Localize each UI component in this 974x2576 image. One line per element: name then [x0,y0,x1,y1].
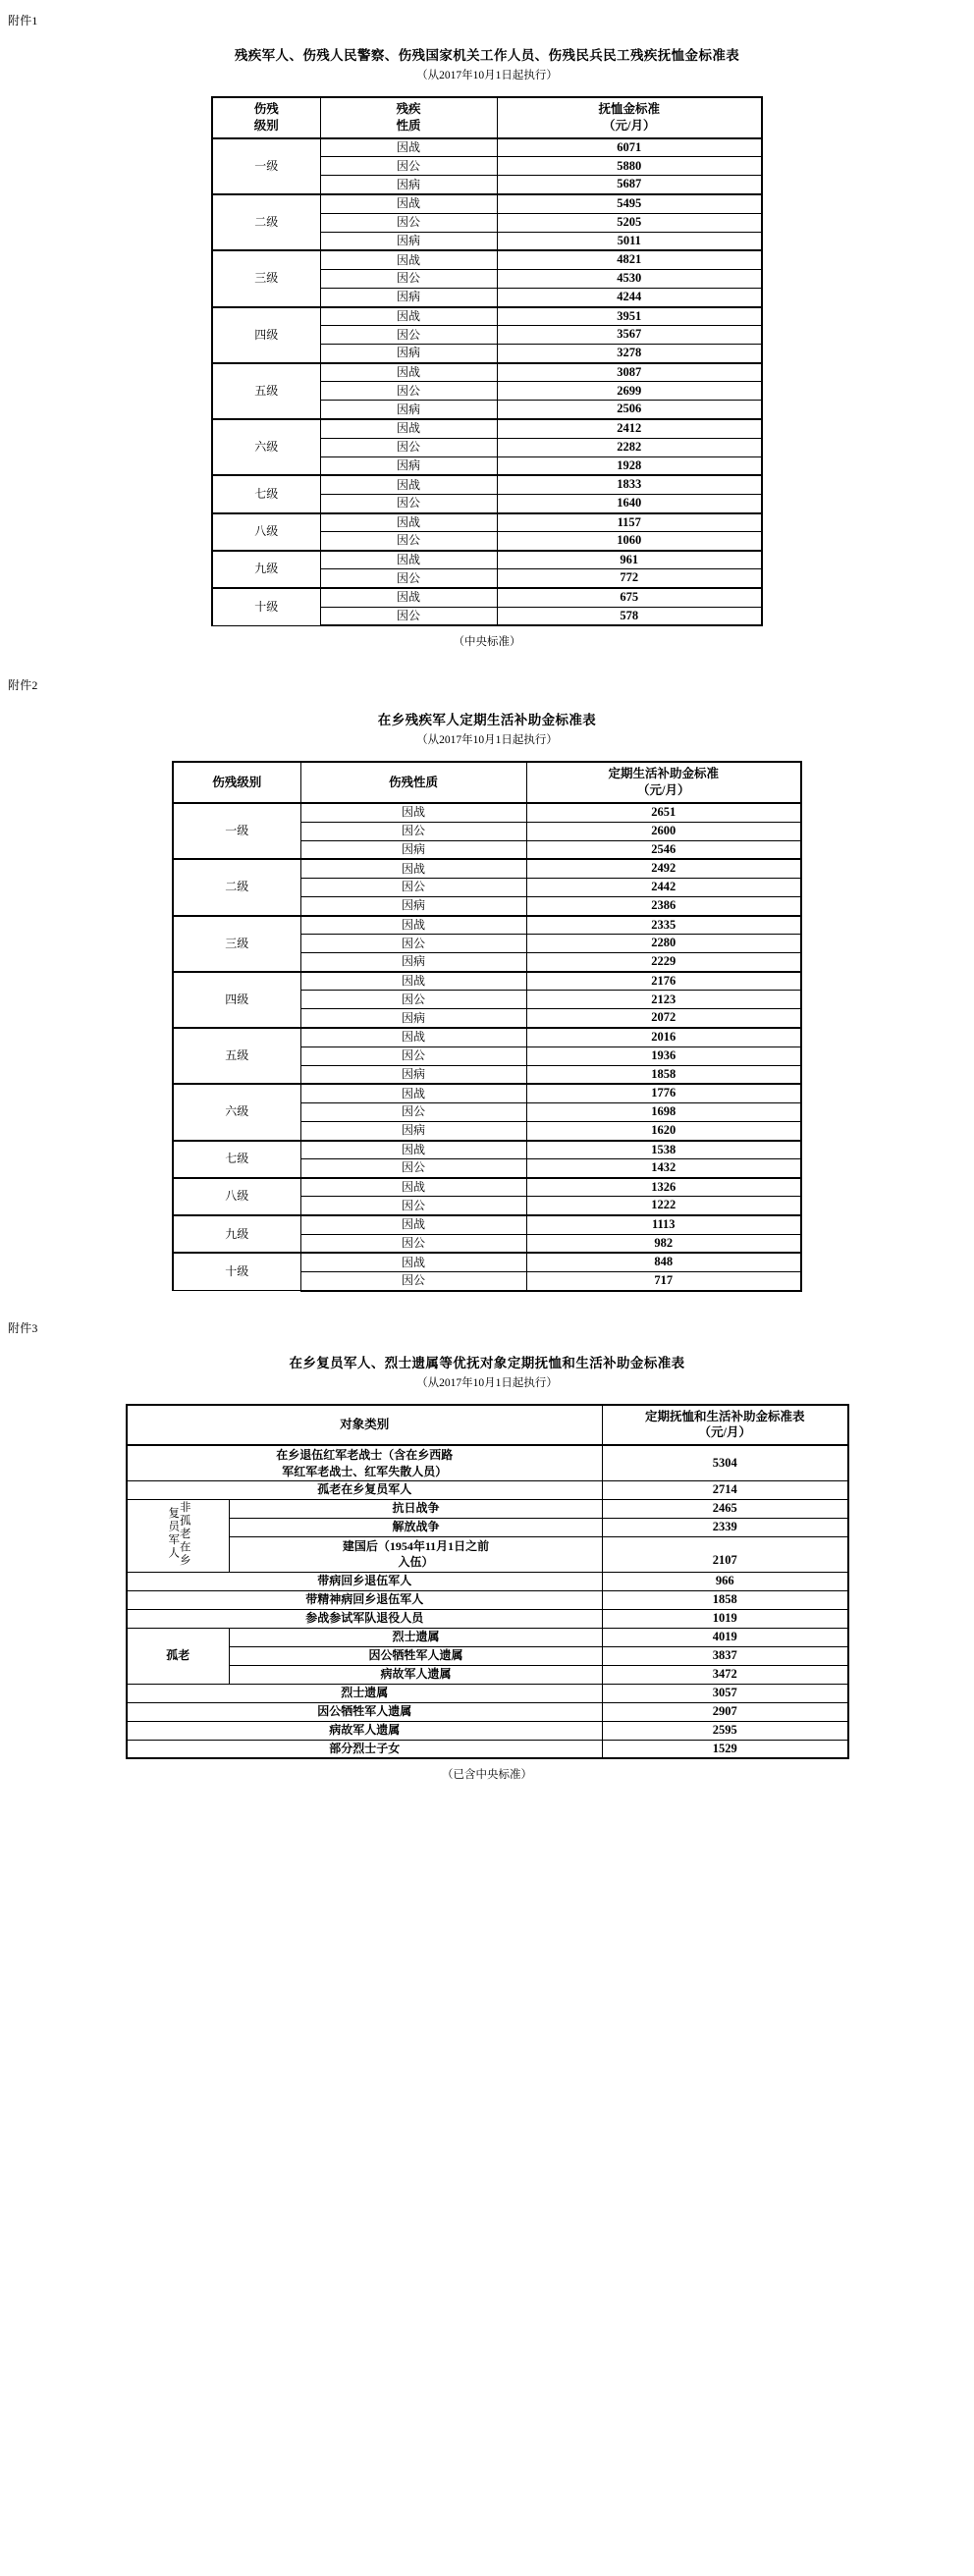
nature-cell: 因公 [320,382,497,401]
nature-cell: 因战 [300,1084,526,1102]
level-label: 二级 [212,194,320,250]
amount-cell: 3087 [497,363,762,382]
table-header-row [127,1405,848,1446]
table-row [173,1253,801,1271]
table-row [127,1609,848,1628]
amount-cell: 3278 [497,345,762,363]
category-cell: 病故军人遗属 [230,1665,603,1684]
amount-cell: 2492 [526,859,801,878]
category-cell: 解放战争 [230,1518,603,1536]
category-cell: 因公牺牲军人遗属 [230,1646,603,1665]
nature-cell: 因公 [320,213,497,232]
table-row [127,1518,848,1536]
nature-cell: 因病 [300,840,526,859]
nature-cell: 因战 [320,551,497,569]
category-cell: 烈士遗属 [230,1628,603,1646]
amount-cell: 1858 [603,1590,848,1609]
header-amount: 定期抚恤和生活补助金标准表 （元/月） [603,1405,848,1446]
amount-cell: 6071 [497,138,762,157]
level-label: 九级 [173,1215,300,1253]
category-cell: 抗日战争 [230,1499,603,1518]
attachment-1-label: 附件1 [8,14,38,27]
amount-cell: 848 [526,1253,801,1271]
level-label: 一级 [212,138,320,194]
nature-cell: 因公 [320,532,497,551]
amount-cell: 4530 [497,269,762,288]
amount-cell: 1060 [497,532,762,551]
amount-cell: 2339 [603,1518,848,1536]
nature-cell: 因战 [320,250,497,269]
table1-title: 残疾军人、伤残人民警察、伤残国家机关工作人员、伤残民兵民工残疾抚恤金标准表 [234,48,740,63]
amount-cell: 961 [497,551,762,569]
non-orphan-veteran-group-label: 非孤老在乡复员军人 [127,1499,230,1572]
level-label: 四级 [173,972,300,1028]
nature-cell: 因战 [320,513,497,532]
nature-cell: 因战 [300,972,526,991]
nature-cell: 因公 [320,438,497,456]
table-row [173,1178,801,1197]
nature-cell: 因公 [300,1046,526,1065]
category-cell: 孤老在乡复员军人 [127,1480,603,1499]
table3-footer: （已含中央标准） [442,1769,532,1782]
table-row [212,307,762,326]
category-cell: 病故军人遗属 [127,1721,603,1740]
amount-cell: 2442 [526,878,801,896]
attachment-3-section [0,1319,974,1783]
amount-cell: 2714 [603,1480,848,1499]
header-amount: 定期生活补助金标准 （元/月） [526,762,801,803]
nature-cell: 因病 [320,345,497,363]
nature-cell: 因病 [300,1065,526,1084]
nature-cell: 因战 [320,194,497,213]
header-amount: 抚恤金标准 （元/月） [497,97,762,138]
table-row [212,250,762,269]
amount-cell: 2176 [526,972,801,991]
level-label: 六级 [173,1084,300,1140]
level-label: 二级 [173,859,300,915]
nature-cell: 因病 [320,456,497,475]
amount-cell: 4019 [603,1628,848,1646]
nature-cell: 因病 [300,953,526,972]
amount-cell: 1529 [603,1740,848,1758]
nature-cell: 因战 [300,1253,526,1271]
attachment-2-section [0,676,974,1291]
table-row [127,1480,848,1499]
nature-cell: 因病 [320,401,497,419]
amount-cell: 3472 [603,1665,848,1684]
table-row [173,1141,801,1159]
level-label: 七级 [173,1141,300,1178]
header-category: 对象类别 [127,1405,603,1446]
level-label: 一级 [173,803,300,859]
nature-cell: 因病 [320,232,497,250]
table-row [127,1628,848,1646]
amount-cell: 1432 [526,1159,801,1178]
amount-cell: 5304 [603,1445,848,1480]
amount-cell: 772 [497,569,762,588]
level-label: 三级 [173,916,300,972]
nature-cell: 因公 [300,1159,526,1178]
category-cell: 带精神病回乡退伍军人 [127,1590,603,1609]
level-label: 三级 [212,250,320,306]
table-row [173,1215,801,1234]
amount-cell: 1326 [526,1178,801,1197]
nature-cell: 因战 [300,1215,526,1234]
nature-cell: 因病 [300,1121,526,1140]
table-row [173,972,801,991]
nature-cell: 因公 [320,269,497,288]
table-row [212,513,762,532]
header-nature: 伤残性质 [300,762,526,803]
amount-cell: 1019 [603,1609,848,1628]
amount-cell: 1698 [526,1102,801,1121]
nature-cell: 因公 [320,157,497,176]
amount-cell: 2412 [497,419,762,438]
table-row [127,1665,848,1684]
amount-cell: 1640 [497,494,762,512]
nature-cell: 因战 [300,803,526,822]
level-label: 八级 [173,1178,300,1215]
amount-cell: 4244 [497,288,762,306]
table-header-row [173,762,801,803]
orphan-group-label: 孤老 [127,1628,230,1684]
amount-cell: 3951 [497,307,762,326]
nature-cell: 因病 [300,896,526,915]
nature-cell: 因公 [300,1234,526,1253]
amount-cell: 1222 [526,1197,801,1215]
amount-cell: 5880 [497,157,762,176]
amount-cell: 1113 [526,1215,801,1234]
rural-disabled-subsidy-table [172,761,802,1291]
nature-cell: 因战 [320,307,497,326]
category-cell: 参战参试军队退役人员 [127,1609,603,1628]
amount-cell: 2651 [526,803,801,822]
nature-cell: 因公 [300,878,526,896]
table-row [173,803,801,822]
amount-cell: 3837 [603,1646,848,1665]
nature-cell: 因战 [320,475,497,494]
amount-cell: 1928 [497,456,762,475]
table-row [212,419,762,438]
table-row [212,363,762,382]
amount-cell: 675 [497,588,762,607]
table-row [173,859,801,878]
table-row [127,1536,848,1572]
table-row [127,1572,848,1590]
amount-cell: 2229 [526,953,801,972]
amount-cell: 1157 [497,513,762,532]
nature-cell: 因公 [300,935,526,953]
table-row [173,1028,801,1046]
amount-cell: 2595 [603,1721,848,1740]
level-label: 六级 [212,419,320,475]
table-row [127,1721,848,1740]
nature-cell: 因战 [320,138,497,157]
category-cell: 建国后（1954年11月1日之前 入伍） [230,1536,603,1572]
nature-cell: 因战 [320,588,497,607]
amount-cell: 2335 [526,916,801,935]
table-row [212,588,762,607]
level-label: 四级 [212,307,320,363]
nature-cell: 因公 [300,1102,526,1121]
nature-cell: 因公 [300,991,526,1009]
level-label: 五级 [212,363,320,419]
amount-cell: 2280 [526,935,801,953]
table-row [127,1646,848,1665]
amount-cell: 2699 [497,382,762,401]
amount-cell: 5495 [497,194,762,213]
amount-cell: 3057 [603,1684,848,1702]
nature-cell: 因战 [300,1028,526,1046]
table3-title: 在乡复员军人、烈士遗属等优抚对象定期抚恤和生活补助金标准表 [289,1355,685,1370]
nature-cell: 因战 [320,363,497,382]
amount-cell: 2506 [497,401,762,419]
table1-subtitle: （从2017年10月1日起执行） [416,70,558,81]
table-row [127,1702,848,1721]
amount-cell: 4821 [497,250,762,269]
disability-pension-table [211,96,763,626]
amount-cell: 966 [603,1572,848,1590]
header-nature: 残疾 性质 [320,97,497,138]
amount-cell: 2072 [526,1009,801,1028]
nature-cell: 因公 [300,822,526,840]
table1-footer: （中央标准） [453,636,521,649]
attachment-3-label: 附件3 [8,1320,38,1335]
category-cell: 在乡退伍红军老战士（含在乡西路 军红军老战士、红军失散人员） [127,1445,603,1480]
nature-cell: 因战 [300,859,526,878]
amount-cell: 2123 [526,991,801,1009]
nature-cell: 因公 [320,326,497,345]
header-level: 伤残 级别 [212,97,320,138]
amount-cell: 2107 [603,1536,848,1572]
amount-cell: 2546 [526,840,801,859]
veterans-martyrs-subsidy-table [126,1404,849,1760]
category-cell: 部分烈士子女 [127,1740,603,1758]
nature-cell: 因公 [320,607,497,625]
amount-cell: 2016 [526,1028,801,1046]
amount-cell: 2600 [526,822,801,840]
table-row [173,916,801,935]
nature-cell: 因病 [320,288,497,306]
attachment-1-section [0,12,974,649]
table2-subtitle: （从2017年10月1日起执行） [416,734,558,747]
level-label: 七级 [212,475,320,512]
nature-cell: 因战 [300,1141,526,1159]
category-cell: 带病回乡退伍军人 [127,1572,603,1590]
nature-cell: 因战 [300,916,526,935]
level-label: 九级 [212,551,320,588]
table-row [212,551,762,569]
table-row [127,1590,848,1609]
table-row [173,1084,801,1102]
amount-cell: 1833 [497,475,762,494]
amount-cell: 1936 [526,1046,801,1065]
table-header-row [212,97,762,138]
table-row [127,1445,848,1480]
amount-cell: 5011 [497,232,762,250]
level-label: 十级 [173,1253,300,1290]
nature-cell: 因病 [320,176,497,194]
amount-cell: 717 [526,1271,801,1290]
amount-cell: 1538 [526,1141,801,1159]
nature-cell: 因病 [300,1009,526,1028]
table3-subtitle: （从2017年10月1日起执行） [416,1376,558,1389]
amount-cell: 5205 [497,213,762,232]
nature-cell: 因战 [300,1178,526,1197]
amount-cell: 3567 [497,326,762,345]
category-cell: 烈士遗属 [127,1684,603,1702]
amount-cell: 982 [526,1234,801,1253]
nature-cell: 因战 [320,419,497,438]
amount-cell: 5687 [497,176,762,194]
nature-cell: 因公 [320,569,497,588]
nature-cell: 因公 [300,1271,526,1290]
amount-cell: 2282 [497,438,762,456]
table-row [212,194,762,213]
header-level: 伤残级别 [173,762,300,803]
amount-cell: 1776 [526,1084,801,1102]
table-row [127,1499,848,1518]
level-label: 十级 [212,588,320,625]
amount-cell: 1620 [526,1121,801,1140]
amount-cell: 2386 [526,896,801,915]
amount-cell: 2465 [603,1499,848,1518]
amount-cell: 2907 [603,1702,848,1721]
amount-cell: 578 [497,607,762,625]
category-cell: 因公牺牲军人遗属 [127,1702,603,1721]
nature-cell: 因公 [320,494,497,512]
table-row [127,1740,848,1758]
level-label: 五级 [173,1028,300,1084]
level-label: 八级 [212,513,320,551]
attachment-2-label: 附件2 [8,678,38,693]
table-row [127,1684,848,1702]
table-row [212,138,762,157]
nature-cell: 因公 [300,1197,526,1215]
amount-cell: 1858 [526,1065,801,1084]
table-row [212,475,762,494]
table2-title: 在乡残疾军人定期生活补助金标准表 [377,713,597,728]
